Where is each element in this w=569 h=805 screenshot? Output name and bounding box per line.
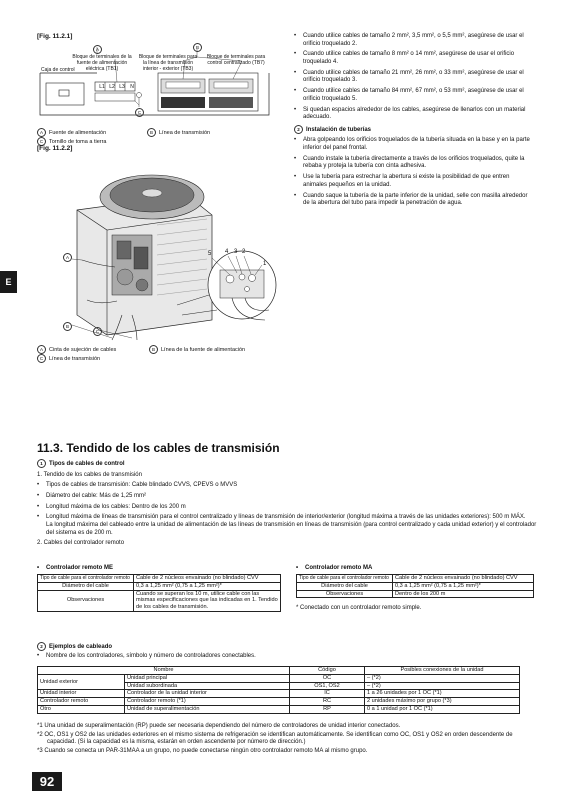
table-cell: Tipo de cable para el controlador remoto [38,575,134,583]
page-number: 92 [32,772,62,791]
fig2-number-1: 1 [263,261,267,267]
list-item: • Diámetro del cable: Más de 1,25 mm² [37,493,537,501]
list-item: • Cuando utilice cables de tamaño 21 mm², 26 mm², o 33 mm², asegúrese de usar el orificio troquelado 3. [294,70,534,85]
table-cell: OC [290,674,365,682]
table-cell: Cable de 2 núcleos envainado (no blindado) CVV [393,575,534,583]
footnote-2: *2 OC, OS1 y OS2 de las unidades exteriores en el mismo sistema de refrigeración se identifican automáticamente. Se identifican como OC, OS1 y OS2 en orden descendente de capacidad. (Si la capacidad es la misma, estarán en orden ascendente por número de dirección.) [37,731,513,745]
fig-11-2-1-label: [Fig. 11.2.1] [37,33,73,40]
footnote-3: *3 Cuando se conecta un PAR-31MAA a un grupo, no puede conectarse ningún otro controlador remoto MA al mismo grupo. [37,747,368,754]
list-item: • Cuando utilice cables de tamaño 84 mm², 67 mm², o 53 mm², asegúrese de usar el orificio troquelado 5. [294,88,534,103]
wiring-examples-heading: 2 Ejemplos de cableado [37,642,112,652]
table-row [38,582,281,590]
table-cell: Observaciones [297,590,393,598]
table-cell: RP [290,705,365,713]
fig2-number-3: 3 [234,249,238,255]
table-cell: 0,3 a 1,25 mm² (0,75 a 1,25 mm²)* [134,582,281,590]
tb1-label: Bloque de terminales de la fuente de alimentación eléctrica (TB1) [72,54,132,72]
fig2-number-2: 2 [242,249,246,255]
fig1-letter-b: B [193,43,202,52]
fig1-letter-c: C [135,108,144,117]
list-item: • Cuando utilice cables de tamaño 2 mm², 3,5 mm², o 5,5 mm², asegúrese de usar el orificio troquelado 2. [294,33,534,48]
table-cell: RC [290,698,365,706]
fig2-letter-c: C [93,327,102,336]
table-cell: Observaciones [38,590,134,611]
list-item: • Use la tubería para estrechar la abertura si existe la posibilidad de que entren animales pequeños en la unidad. [294,174,534,189]
outdoor-unit-illustration [37,155,277,345]
table-cell: Unidad subordinada [125,682,290,690]
fig2-legend [37,345,297,363]
fig1-letter-a: A [93,45,102,54]
table-cell: Unidad exterior [38,674,125,690]
ma-remote-heading: • Controlador remoto MA [296,565,373,571]
table-cell: Controlador de la unidad interior [125,690,290,698]
table-cell: 2 unidades máximo por grupo (*3) [365,698,520,706]
fig-11-2-2-label: [Fig. 11.2.2] [37,145,73,152]
list-item: • Cuando saque la tubería de la parte inferior de la unidad, selle con masilla alrededor de la abertura del tubo para impedir la penetración de agua. [294,193,534,208]
fig2-number-4: 4 [225,249,229,255]
table-cell: Controlador remoto [38,698,125,706]
table-row [38,698,520,706]
item-1: 1. Tendido de los cables de transmisión [37,471,142,478]
table-cell: Otro [38,705,125,713]
list-item: • Longitud máxima de líneas de transmisión para el control centralizado y líneas de transmisión de interior/exterior (longitud máxima a través de las unidades exteriores): 500 m MÁX. La longitud máxima del cableado entre la unidad de alimentación de las líneas de transmisión en líneas de transmisión (para control centralizado y cada unidad exterior) y el controlador del sistema es de 200 m. [37,514,537,537]
me-remote-heading: • Controlador remoto ME [37,565,113,571]
table-header-row [38,667,520,675]
terminal-labels [97,84,137,90]
table-cell: Cuando se superan los 10 m, utilice cable con las mismas especificaciones que las indicadas en 1. Tendido de los cables de transmisión. [134,590,281,611]
fig1-legend-c: C Tornillo de toma a tierra [37,137,277,146]
tb7-label: Bloque de terminales para control centralizado (TB7) [206,54,266,66]
terminal-l2: L2 [109,84,115,90]
table-cell: Tipo de cable para el controlador remoto [297,575,393,583]
table-row [297,575,534,583]
table-cell: Unidad de superalimentación [125,705,290,713]
table-row [38,674,520,682]
table-cell: Diámetro del cable [38,582,134,590]
ma-remote-table [296,574,534,598]
table-cell: Unidad principal [125,674,290,682]
wiring-examples-bullet: • Nombre de los controladores, símbolo y número de controladores conectables. [37,653,256,659]
list-item: • Cuando instale la tubería directamente a través de los orificios troquelados, quite la rebaba y proteja la tubería con cinta adhesiva. [294,156,534,171]
fig2-letter-a: A [63,253,72,262]
fig1-legend-a: A Fuente de alimentación [37,128,147,137]
table-row [38,590,281,611]
piping-list [294,137,534,207]
table-cell: 0 a 1 unidad por 1 OC (*1) [365,705,520,713]
list-item: • Cuando utilice cables de tamaño 8 mm² o 14 mm², asegúrese de usar el orificio troquelado 4. [294,51,534,66]
table-cell: Diámetro del cable [297,582,393,590]
language-side-tab: E [0,271,17,293]
footnote-1: *1 Una unidad de superalimentación (RP) puede ser necesaria dependiendo del número de controladores de unidad interior conectados. [37,723,401,729]
table-row [297,590,534,598]
terminal-n: N [130,84,134,90]
section-title: 11.3. Tendido de los cables de transmisión [37,441,280,455]
piping-heading: 2 Instalación de tuberías [294,125,534,135]
fig2-number-5: 5 [208,251,212,257]
right-column [294,33,534,211]
table-row [38,705,520,713]
fig2-legend-c: C Línea de transmisión [37,354,297,363]
item-2: 2. Cables del controlador remoto [37,540,125,547]
table-row [297,582,534,590]
table-cell: IC [290,690,365,698]
transmission-cable-list [37,482,537,537]
table-cell: 0,3 a 1,25 mm² (0,75 a 1,25 mm²)* [393,582,534,590]
fig2-legend-b: B Línea de la fuente de alimentación [149,345,245,354]
table-row [38,575,281,583]
table-cell: – (*2) [365,682,520,690]
table-row [38,690,520,698]
table-cell: Dentro de los 200 m [393,590,534,598]
list-item: • Longitud máxima de los cables: Dentro de los 200 m [37,504,537,512]
header-code: Código [290,667,365,675]
fig2-letter-b: B [63,322,72,331]
header-connections: Posibles conexiones de la unidad [365,667,520,675]
table-cell: 1 a 26 unidades por 1 OC (*1) [365,690,520,698]
table-cell: Cable de 2 núcleos envainado (no blindado) CVV [134,575,281,583]
terminal-l3: L3 [119,84,125,90]
table-cell: Controlador remoto (*1) [125,698,290,706]
list-item: • Tipos de cables de transmisión: Cable blindado CVVS, CPEVS o MVVS [37,482,537,490]
table-cell: Unidad interior [38,690,125,698]
fig1-legend [37,128,277,146]
table-cell: OS1, OS2 [290,682,365,690]
list-item: • Abra golpeando los orificios troquelados de la tubería situada en la base y en la parte inferior del panel frontal. [294,137,534,152]
list-item: • Si quedan espacios alrededor de los cables, asegúrese de llenarlos con un material adecuado. [294,107,534,122]
fig1-legend-b: B Línea de transmisión [147,128,210,137]
table-cell: – (*2) [365,674,520,682]
control-box-label: Caja de control [41,67,75,73]
header-name: Nombre [38,667,290,675]
terminal-l1: L1 [99,84,105,90]
wiring-table [37,666,520,714]
fig2-legend-a: A Cinta de sujeción de cables [37,345,149,354]
cable-types-heading: 1 Tipos de cables de control [37,459,537,469]
me-remote-table [37,574,281,612]
section-body [37,459,537,548]
cable-size-list [294,33,534,122]
footnotes [37,723,535,755]
tb3-label: Bloque de terminales para la línea de transmisión interior - exterior (TB3) [138,54,198,72]
ma-note: * Conectado con un controlador remoto simple. [296,605,422,611]
fig-11-2-1-diagram [37,43,272,123]
fig-11-2-2-diagram [37,155,277,345]
